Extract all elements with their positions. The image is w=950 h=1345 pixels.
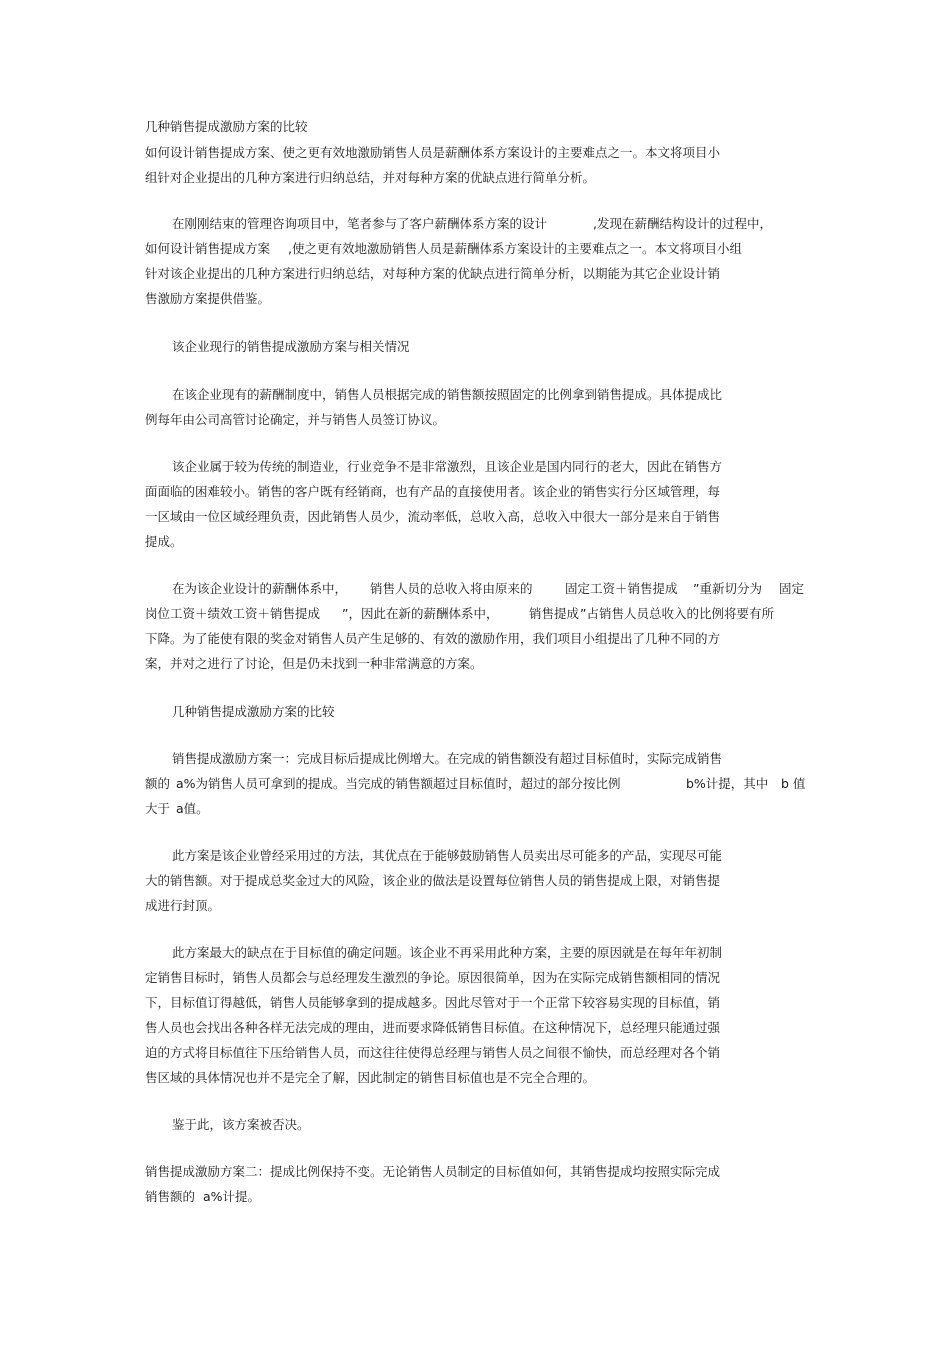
paragraph-1-line: 如何设计销售提成方案: [145, 241, 271, 256]
paragraph-5-line: 额的: [145, 776, 171, 791]
paragraph-7-line: 迫的方式将目标值往下压给销售人员，而这往往使得总经理与销售人员之间很不愉快，而总经理对各个销: [145, 1045, 721, 1060]
paragraph-5-line: 大于: [145, 801, 171, 816]
paragraph-1-line: 针对该企业提出的几种方案进行归纳总结，对每种方案的优缺点进行简单分析，以期能为其它企业设计销: [145, 266, 721, 281]
paragraph-5-line: a值。: [176, 801, 209, 816]
intro-line-1: 如何设计销售提成方案、使之更有效地激励销售人员是薪酬体系方案设计的主要难点之一。本文将项目小: [145, 145, 721, 160]
paragraph-7-line: 此方案最大的缺点在于目标值的确定问题。该企业不再采用此种方案，主要的原因就是在每年年初制: [172, 945, 723, 960]
paragraph-7-line: 售区域的具体情况也并不是完全了解，因此制定的销售目标值也是不完全合理的。: [145, 1070, 596, 1085]
paragraph-5-line: a%为销售人员可拿到的提成。当完成的销售额超过目标值时，超过的部分按比例: [176, 776, 621, 791]
section-heading: 该企业现行的销售提成激励方案与相关情况: [172, 339, 410, 354]
paragraph-9-line: 销售提成激励方案二：提成比例保持不变。无论销售人员制定的目标值如何，其销售提成均按照实际完成: [145, 1164, 721, 1179]
paragraph-4-line: 销售提成: [529, 606, 580, 621]
document-title: 几种销售提成激励方案的比较: [145, 119, 308, 134]
paragraph-4-line: ”占销售人员总收入的比例将要有所: [580, 606, 774, 621]
paragraph-1-line: 售激励方案提供借鉴。: [145, 291, 271, 306]
paragraph-4-line: 岗位工资＋绩效工资＋销售提成: [145, 606, 321, 621]
paragraph-4-line: 案，并对之进行了讨论，但是仍未找到一种非常满意的方案。: [145, 656, 483, 671]
paragraph-4-line: ”重新切分为: [693, 581, 762, 596]
paragraph-1-line: 在刚刚结束的管理咨询项目中，笔者参与了客户薪酬体系方案的设计: [172, 216, 548, 231]
paragraph-5-line: b%计提，其中: [686, 776, 769, 791]
paragraph-7-line: 售人员也会找出各种各样无法完成的理由，进而要求降低销售目标值。在这种情况下，总经理只能通过强: [145, 1020, 721, 1035]
paragraph-9-line: a%计提。: [203, 1189, 261, 1204]
paragraph-1-line: ,使之更有效地激励销售人员是薪酬体系方案设计的主要难点之一。本文将项目小组: [288, 241, 742, 256]
paragraph-9-line: 销售额的: [145, 1189, 196, 1204]
paragraph-3-line: 该企业属于较为传统的制造业，行业竞争不是非常激烈，且该企业是国内同行的老大，因此在销售方: [172, 459, 723, 474]
paragraph-8-line: 鉴于此，该方案被否决。: [172, 1117, 310, 1132]
paragraph-4-line: 下降。为了能使有限的奖金对销售人员产生足够的、有效的激励作用，我们项目小组提出了几种不同的方: [145, 631, 721, 646]
paragraph-4-line: 固定工资＋销售提成: [565, 581, 678, 596]
paragraph-4-line: 销售人员的总收入将由原来的: [370, 581, 533, 596]
paragraph-3-line: 提成。: [145, 534, 183, 549]
paragraph-5-line: b 值: [781, 776, 806, 791]
paragraph-3-line: 一区域由一位区域经理负责，因此销售人员少，流动率低，总收入高，总收入中很大一部分是来自于销售: [145, 509, 721, 524]
paragraph-2-line: 在该企业现有的薪酬制度中，销售人员根据完成的销售额按照固定的比例拿到销售提成。具体提成比: [172, 387, 723, 402]
paragraph-6-line: 成进行封顶。: [145, 898, 221, 913]
paragraph-3-line: 面面临的困难较小。销售的客户既有经销商，也有产品的直接使用者。该企业的销售实行分区域管理，每: [145, 484, 721, 499]
paragraph-7-line: 定销售目标时，销售人员都会与总经理发生激烈的争论。原因很简单，因为在实际完成销售额相同的情况: [145, 970, 721, 985]
intro-line-2: 组针对企业提出的几种方案进行归纳总结，并对每种方案的优缺点进行简单分析。: [145, 170, 596, 185]
paragraph-7-line: 下，目标值订得越低，销售人员能够拿到的提成越多。因此尽管对于一个正常下较容易实现的目标值，销: [145, 995, 721, 1010]
paragraph-6-line: 大的销售额。对于提成总奖金过大的风险，该企业的做法是设置每位销售人员的销售提成上限，对销售提: [145, 873, 721, 888]
paragraph-2-line: 例每年由公司高管讨论确定，并与销售人员签订协议。: [145, 412, 446, 427]
paragraph-5-line: 销售提成激励方案一：完成目标后提成比例增大。在完成的销售额没有超过目标值时，实际完成销售: [172, 751, 723, 766]
paragraph-4-line: ”，因此在新的薪酬体系中，: [342, 606, 499, 621]
paragraph-4-line: 在为该企业设计的薪酬体系中，: [172, 581, 348, 596]
paragraph-6-line: 此方案是该企业曾经采用过的方法，其优点在于能够鼓励销售人员卖出尽可能多的产品，实现尽可能: [172, 848, 723, 863]
paragraph-1-line: ,发现在薪酬结构设计的过程中，: [593, 216, 772, 231]
section-heading: 几种销售提成激励方案的比较: [172, 704, 335, 719]
paragraph-4-line: 固定: [779, 581, 805, 596]
